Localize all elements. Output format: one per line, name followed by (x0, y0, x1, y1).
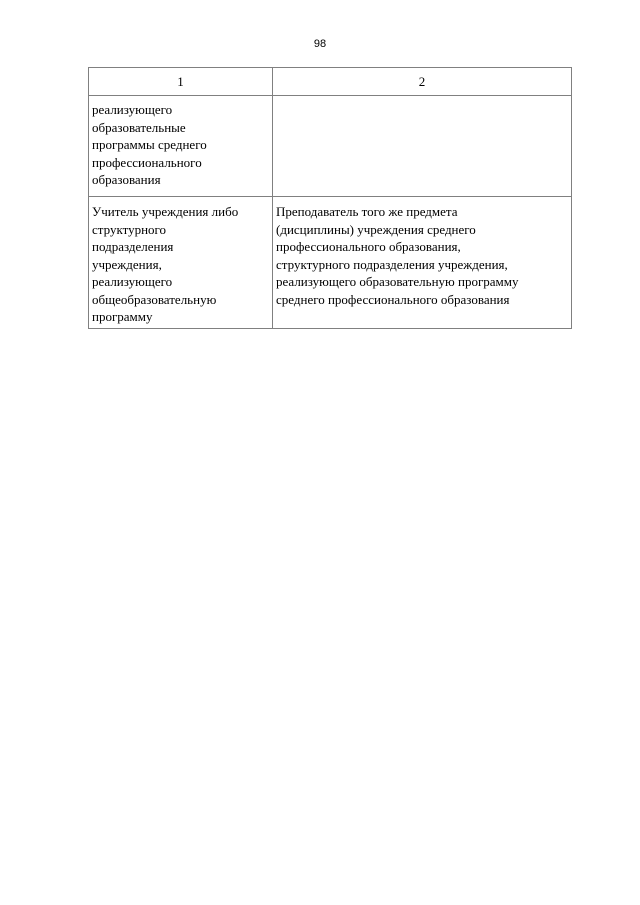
cell-text: реализующего образовательные программы среднего профессионального образования (92, 102, 207, 187)
table-row (89, 197, 572, 329)
cell-text: Учитель учреждения либо структурного подразделения учреждения, реализующего общеобразовательную программу (92, 204, 239, 324)
cell-text: Преподаватель того же предмета (дисциплины) учреждения среднего профессионального образования, структурного подразделения учреждения, реализующего образовательную программу среднего профессионального образования (276, 204, 519, 307)
table-row (89, 96, 572, 197)
column-header-2: 2 (273, 68, 572, 96)
table-cell (273, 197, 572, 329)
column-header-1: 1 (89, 68, 273, 96)
table-cell (89, 197, 273, 329)
document-table (88, 67, 572, 329)
table-header-row (89, 68, 572, 96)
table-cell (273, 96, 572, 197)
table-cell (89, 96, 273, 197)
page-number: 98 (313, 38, 327, 50)
